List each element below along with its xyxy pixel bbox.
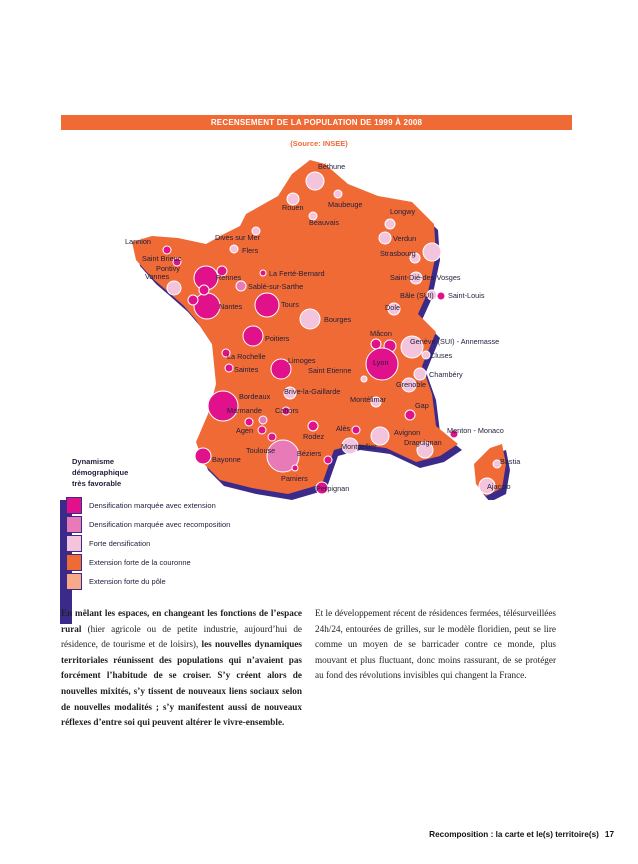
body-left-bold-1: En mêlant les espaces, en changeant les fonctions de l’espace rural <box>61 608 302 634</box>
city-label: Saint-Louis <box>448 291 485 300</box>
city-label: Draguignan <box>404 438 442 447</box>
city-label: Perpignan <box>316 484 350 493</box>
bubble-macon <box>371 339 381 349</box>
city-label: Poitiers <box>265 334 290 343</box>
city-label: Bayonne <box>212 455 241 464</box>
city-label: Brive-la-Gaillarde <box>284 387 341 396</box>
city-label: Ajaccio <box>487 482 511 491</box>
city-label: Béziers <box>297 449 322 458</box>
bubble-marmande <box>245 418 253 426</box>
bubble-tours <box>255 293 279 317</box>
city-label: Pontivy <box>156 264 180 273</box>
footer-title-rest: : la carte et le(s) territoire(s) <box>488 830 599 839</box>
bubble-laferte <box>260 270 266 276</box>
bubble-flers <box>230 245 238 253</box>
city-label: Strasbourg <box>380 249 416 258</box>
legend-label: Densification marquée avec extension <box>89 501 216 510</box>
bubble-chambery <box>414 368 426 380</box>
city-label: Menton - Monaco <box>447 426 504 435</box>
bubble-nantes-2 <box>188 295 198 305</box>
city-label: Saint Brieuc <box>142 254 182 263</box>
bubble-sable <box>236 281 246 291</box>
bubble-strasbourg <box>423 243 441 261</box>
city-label: Nantes <box>219 302 243 311</box>
city-label: Pamiers <box>281 474 308 483</box>
city-label: Bâle (SUI) <box>400 291 434 300</box>
city-label: Genève (SUI) - Annemasse <box>410 337 500 346</box>
legend-item <box>66 553 276 572</box>
legend-label: Forte densification <box>89 539 151 548</box>
city-label: Longwy <box>390 207 416 216</box>
bubble-maubeuge <box>334 190 342 198</box>
legend-title-3: très favorable <box>72 479 122 488</box>
page-number: 17 <box>604 830 614 839</box>
city-label: Béthune <box>318 162 346 171</box>
city-label: Montpellier <box>341 442 377 451</box>
bubble-toulouse-2 <box>268 433 276 441</box>
legend-item <box>66 515 276 534</box>
city-label: Agen <box>236 426 254 435</box>
bubble-poitiers <box>243 326 263 346</box>
footer-title-bold: Recomposition <box>429 830 489 839</box>
city-label: Chambéry <box>429 370 463 379</box>
city-label: Bordeaux <box>239 392 271 401</box>
body-left-bold-2: les nouvelles dynamiques territoriales réunissent des populations qui n’avaient pas forcément l’habitude de se croiser. S’y créent alors de nouvelles mixités, s’y tissent de nouveaux liens sociaux selon de nouvelles modalités ; s’y manifestent aussi de nouveaux réflexes d’entre soi qui peuvent altérer le vivre-ensemble. <box>61 639 302 728</box>
city-label: Rouen <box>282 203 304 212</box>
city-label: Limoges <box>288 356 316 365</box>
city-label: Alès <box>336 424 351 433</box>
city-label: La Rochelle <box>227 352 266 361</box>
city-label: Saint-Dié-des-Vosges <box>390 273 461 282</box>
city-label: Dives sur Mer <box>215 233 261 242</box>
bubble-bethune <box>306 172 324 190</box>
bubble-beziers <box>324 456 332 464</box>
body-column-right <box>315 606 556 684</box>
city-label: Marmande <box>227 406 262 415</box>
city-label: Rodez <box>303 432 325 441</box>
bubble-cluses <box>422 351 430 359</box>
legend-label: Densification marquée avec recomposition <box>89 520 231 529</box>
city-label: Saint Etienne <box>308 366 352 375</box>
map-legend <box>66 456 306 591</box>
legend-item <box>66 572 276 591</box>
bubble-saintes <box>225 364 233 372</box>
legend-label: Extension forte du pôle <box>89 577 166 586</box>
city-label: Bourges <box>324 315 352 324</box>
city-label: Dole <box>385 303 401 312</box>
chart-title-banner: RECENSEMENT DE LA POPULATION DE 1999 À 2008 <box>61 115 572 130</box>
body-right-text: Et le développement récent de résidences fermées, télésurveillées 24h/24, entourées de grilles, sur le modèle floridien, peut se lire comme un moyen de se barricader contre ce monde, plus mouvant et plus fluctuant, donc moins rassurant, de se protéger au fond des révolutions invisibles qui changent la France. <box>315 608 556 681</box>
legend-item <box>66 534 276 553</box>
city-label: Mâcon <box>370 329 392 338</box>
city-label: Saintes <box>234 365 259 374</box>
city-label: Grenoble <box>396 380 427 389</box>
body-column-left <box>61 606 302 731</box>
city-label: Lannion <box>125 237 151 246</box>
bubble-gap <box>405 410 415 420</box>
city-label: Tours <box>281 300 299 309</box>
legend-swatch <box>66 554 82 571</box>
bubble-lannion <box>163 246 171 254</box>
city-label: Beauvais <box>309 218 340 227</box>
bubble-ales <box>352 426 360 434</box>
source-note: (Source: INSEE) <box>290 139 348 148</box>
legend-label: Extension forte de la couronne <box>89 558 191 567</box>
body-left-normal-1: (hier agricole ou de petite industrie, aujourd’hui de résidence, de tourisme et de loisirs), <box>61 623 302 650</box>
city-label: Maubeuge <box>328 200 363 209</box>
bubble-saint-etienne <box>361 376 367 382</box>
bubble-nantes <box>194 293 220 319</box>
legend-list <box>66 496 276 591</box>
bubble-rodez <box>308 421 318 431</box>
bubble-verdun <box>379 232 391 244</box>
legend-swatch <box>66 573 82 590</box>
bubble-bourges <box>300 309 320 329</box>
bubble-saint-louis <box>437 292 445 300</box>
city-label: La Ferté-Bernard <box>269 269 325 278</box>
city-label: Toulouse <box>246 446 276 455</box>
legend-item <box>66 496 276 515</box>
city-label: Cahors <box>275 406 299 415</box>
city-label: Sablé-sur-Sarthe <box>248 282 304 291</box>
legend-title-1: Dynamisme <box>72 457 115 466</box>
city-label: Cluses <box>430 351 453 360</box>
city-label: Rennes <box>216 273 242 282</box>
legend-swatch <box>66 535 82 552</box>
bubble-vannes <box>167 281 181 295</box>
city-label: Avignon <box>394 428 421 437</box>
city-label: Lyon <box>373 358 389 367</box>
legend-swatch <box>66 516 82 533</box>
page-footer <box>429 830 614 839</box>
bubble-agen-2 <box>259 416 267 424</box>
bubble-agen <box>258 426 266 434</box>
legend-title-2: démographique <box>72 468 129 477</box>
city-label: Vannes <box>145 272 170 281</box>
city-label: Montélimar <box>350 395 387 404</box>
legend-swatch <box>66 497 82 514</box>
france-map <box>60 150 540 500</box>
city-label: Flers <box>242 246 259 255</box>
city-label: Gap <box>415 401 429 410</box>
bubble-nantes-3 <box>199 285 209 295</box>
city-label: Bastia <box>500 457 521 466</box>
city-label: Verdun <box>393 234 417 243</box>
bubble-longwy <box>385 219 395 229</box>
